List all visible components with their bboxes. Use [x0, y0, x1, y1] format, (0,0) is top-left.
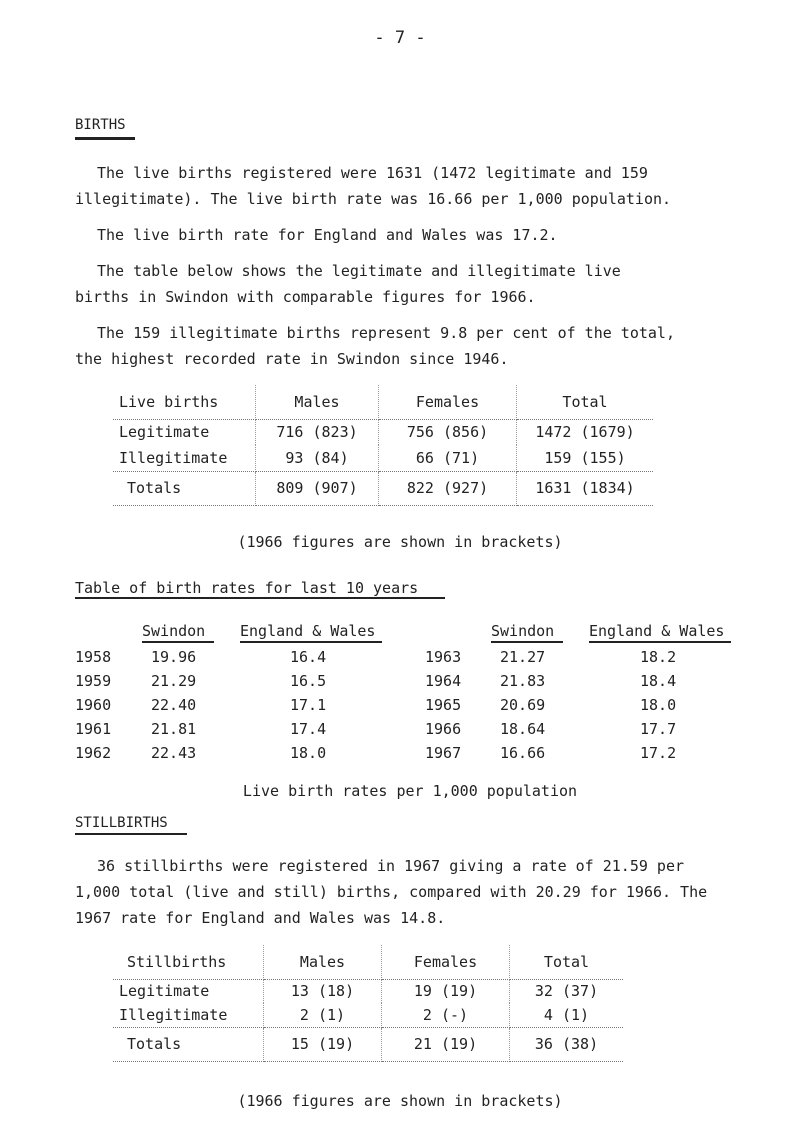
table-header: Total — [517, 385, 654, 419]
table-cell: 1631 (1834) — [517, 471, 654, 505]
table-cell: 19 (19) — [382, 979, 510, 1003]
rate-year: 1966 — [425, 720, 462, 738]
table-header: Stillbirths — [113, 945, 264, 979]
rate-swindon: 21.81 — [151, 720, 197, 738]
page-number: - 7 - — [374, 28, 426, 48]
rate-england: 18.0 — [640, 696, 677, 714]
col-underline — [240, 641, 382, 643]
live-births-table — [113, 385, 653, 506]
table-row — [113, 419, 653, 445]
rates-heading: Table of birth rates for last 10 years — [75, 579, 419, 597]
rate-england: 17.4 — [290, 720, 327, 738]
table-cell: 15 (19) — [264, 1027, 382, 1061]
table-cell: 1472 (1679) — [535, 423, 635, 442]
table-cell: 2 (1) — [264, 1003, 382, 1027]
table-cell: 716 (823) — [256, 419, 379, 445]
rate-year: 1962 — [75, 744, 112, 762]
rate-swindon: 22.40 — [151, 696, 197, 714]
rate-year: 1965 — [425, 696, 462, 714]
rates-col-swindon-right: Swindon — [491, 622, 555, 640]
rates-col-england-right: England & Wales — [589, 622, 725, 640]
rate-england: 16.4 — [290, 648, 327, 666]
rate-year: 1963 — [425, 648, 462, 666]
births-para3-line1: The table below shows the legitimate and illegitimate live — [97, 262, 621, 280]
table-row — [113, 979, 623, 1003]
stillbirths-para-line1: 36 stillbirths were registered in 1967 giving a rate of 21.59 per — [97, 857, 684, 875]
table-cell: 32 (37) — [534, 982, 599, 1001]
table-header-row — [113, 945, 623, 979]
rate-year: 1960 — [75, 696, 112, 714]
births-heading: BIRTHS — [75, 117, 126, 133]
table-cell: Illegitimate — [113, 445, 256, 471]
table-totals-row — [113, 471, 653, 505]
rate-swindon: 21.29 — [151, 672, 197, 690]
rates-caption: Live birth rates per 1,000 population — [242, 782, 578, 800]
table-cell: Illegitimate — [113, 1003, 264, 1027]
col-underline — [142, 641, 214, 643]
rate-england: 17.1 — [290, 696, 327, 714]
births-heading-underline — [75, 137, 135, 140]
table-header: Males — [256, 385, 379, 419]
table-header: Total — [510, 945, 624, 979]
rate-england: 18.2 — [640, 648, 677, 666]
rate-swindon: 19.96 — [151, 648, 197, 666]
stillbirths-table — [113, 945, 623, 1062]
stillbirths-para-line3: 1967 rate for England and Wales was 14.8. — [75, 909, 446, 927]
rates-col-england-left: England & Wales — [240, 622, 376, 640]
table-cell: 2 (-) — [382, 1003, 510, 1027]
table-cell: 159 (155) — [517, 445, 654, 471]
table-cell: 21 (19) — [382, 1027, 510, 1061]
rate-swindon: 21.83 — [500, 672, 546, 690]
table-cell: 13 (18) — [264, 979, 382, 1003]
births-para4-line1: The 159 illegitimate births represent 9.8 per cent of the total, — [97, 324, 675, 342]
table-row — [113, 1003, 623, 1027]
rate-swindon: 18.64 — [500, 720, 546, 738]
rate-year: 1964 — [425, 672, 462, 690]
table-cell: 66 (71) — [379, 445, 517, 471]
rate-england: 17.2 — [640, 744, 677, 762]
births-para3-line2: births in Swindon with comparable figures for 1966. — [75, 288, 536, 306]
table-cell: 756 (856) — [379, 419, 517, 445]
rate-year: 1961 — [75, 720, 112, 738]
births-para2: The live birth rate for England and Wales was 17.2. — [97, 226, 558, 244]
col-underline — [589, 641, 731, 643]
table-cell: Totals — [113, 1027, 264, 1061]
table-cell: Totals — [113, 471, 256, 505]
table-cell: 809 (907) — [256, 471, 379, 505]
rate-year: 1958 — [75, 648, 112, 666]
rate-england: 18.0 — [290, 744, 327, 762]
table-header: Males — [264, 945, 382, 979]
col-underline — [491, 641, 563, 643]
rate-swindon: 16.66 — [500, 744, 546, 762]
rate-swindon: 22.43 — [151, 744, 197, 762]
table-header: Females — [379, 385, 517, 419]
rates-heading-underline — [75, 597, 445, 599]
births-para1-line1: The live births registered were 1631 (1472 legitimate and 159 — [97, 164, 648, 182]
stillbirths-para-line2: 1,000 total (live and still) births, compared with 20.29 for 1966. The — [75, 883, 708, 901]
rate-england: 16.5 — [290, 672, 327, 690]
births-table-note: (1966 figures are shown in brackets) — [237, 533, 563, 551]
table-header: Females — [382, 945, 510, 979]
table-cell: 93 (84) — [256, 445, 379, 471]
rate-england: 18.4 — [640, 672, 677, 690]
table-cell: Legitimate — [113, 419, 256, 445]
table-header: Live births — [113, 385, 256, 419]
table-cell: 4 (1) — [510, 1003, 624, 1027]
table-cell: 36 (38) — [510, 1027, 624, 1061]
table-cell: Legitimate — [113, 979, 264, 1003]
rate-year: 1959 — [75, 672, 112, 690]
table-header-row — [113, 385, 653, 419]
table-cell: 822 (927) — [379, 471, 517, 505]
table-totals-row — [113, 1027, 623, 1061]
table-row — [113, 445, 653, 471]
births-para4-line2: the highest recorded rate in Swindon since 1946. — [75, 350, 509, 368]
stillbirths-heading-underline — [75, 833, 187, 835]
rate-swindon: 20.69 — [500, 696, 546, 714]
stillbirths-table-note: (1966 figures are shown in brackets) — [237, 1092, 563, 1110]
rate-swindon: 21.27 — [500, 648, 546, 666]
rate-year: 1967 — [425, 744, 462, 762]
rate-england: 17.7 — [640, 720, 677, 738]
stillbirths-heading: STILLBIRTHS — [75, 815, 168, 831]
births-para1-line2: illegitimate). The live birth rate was 16.66 per 1,000 population. — [75, 190, 672, 208]
rates-col-swindon-left: Swindon — [142, 622, 206, 640]
